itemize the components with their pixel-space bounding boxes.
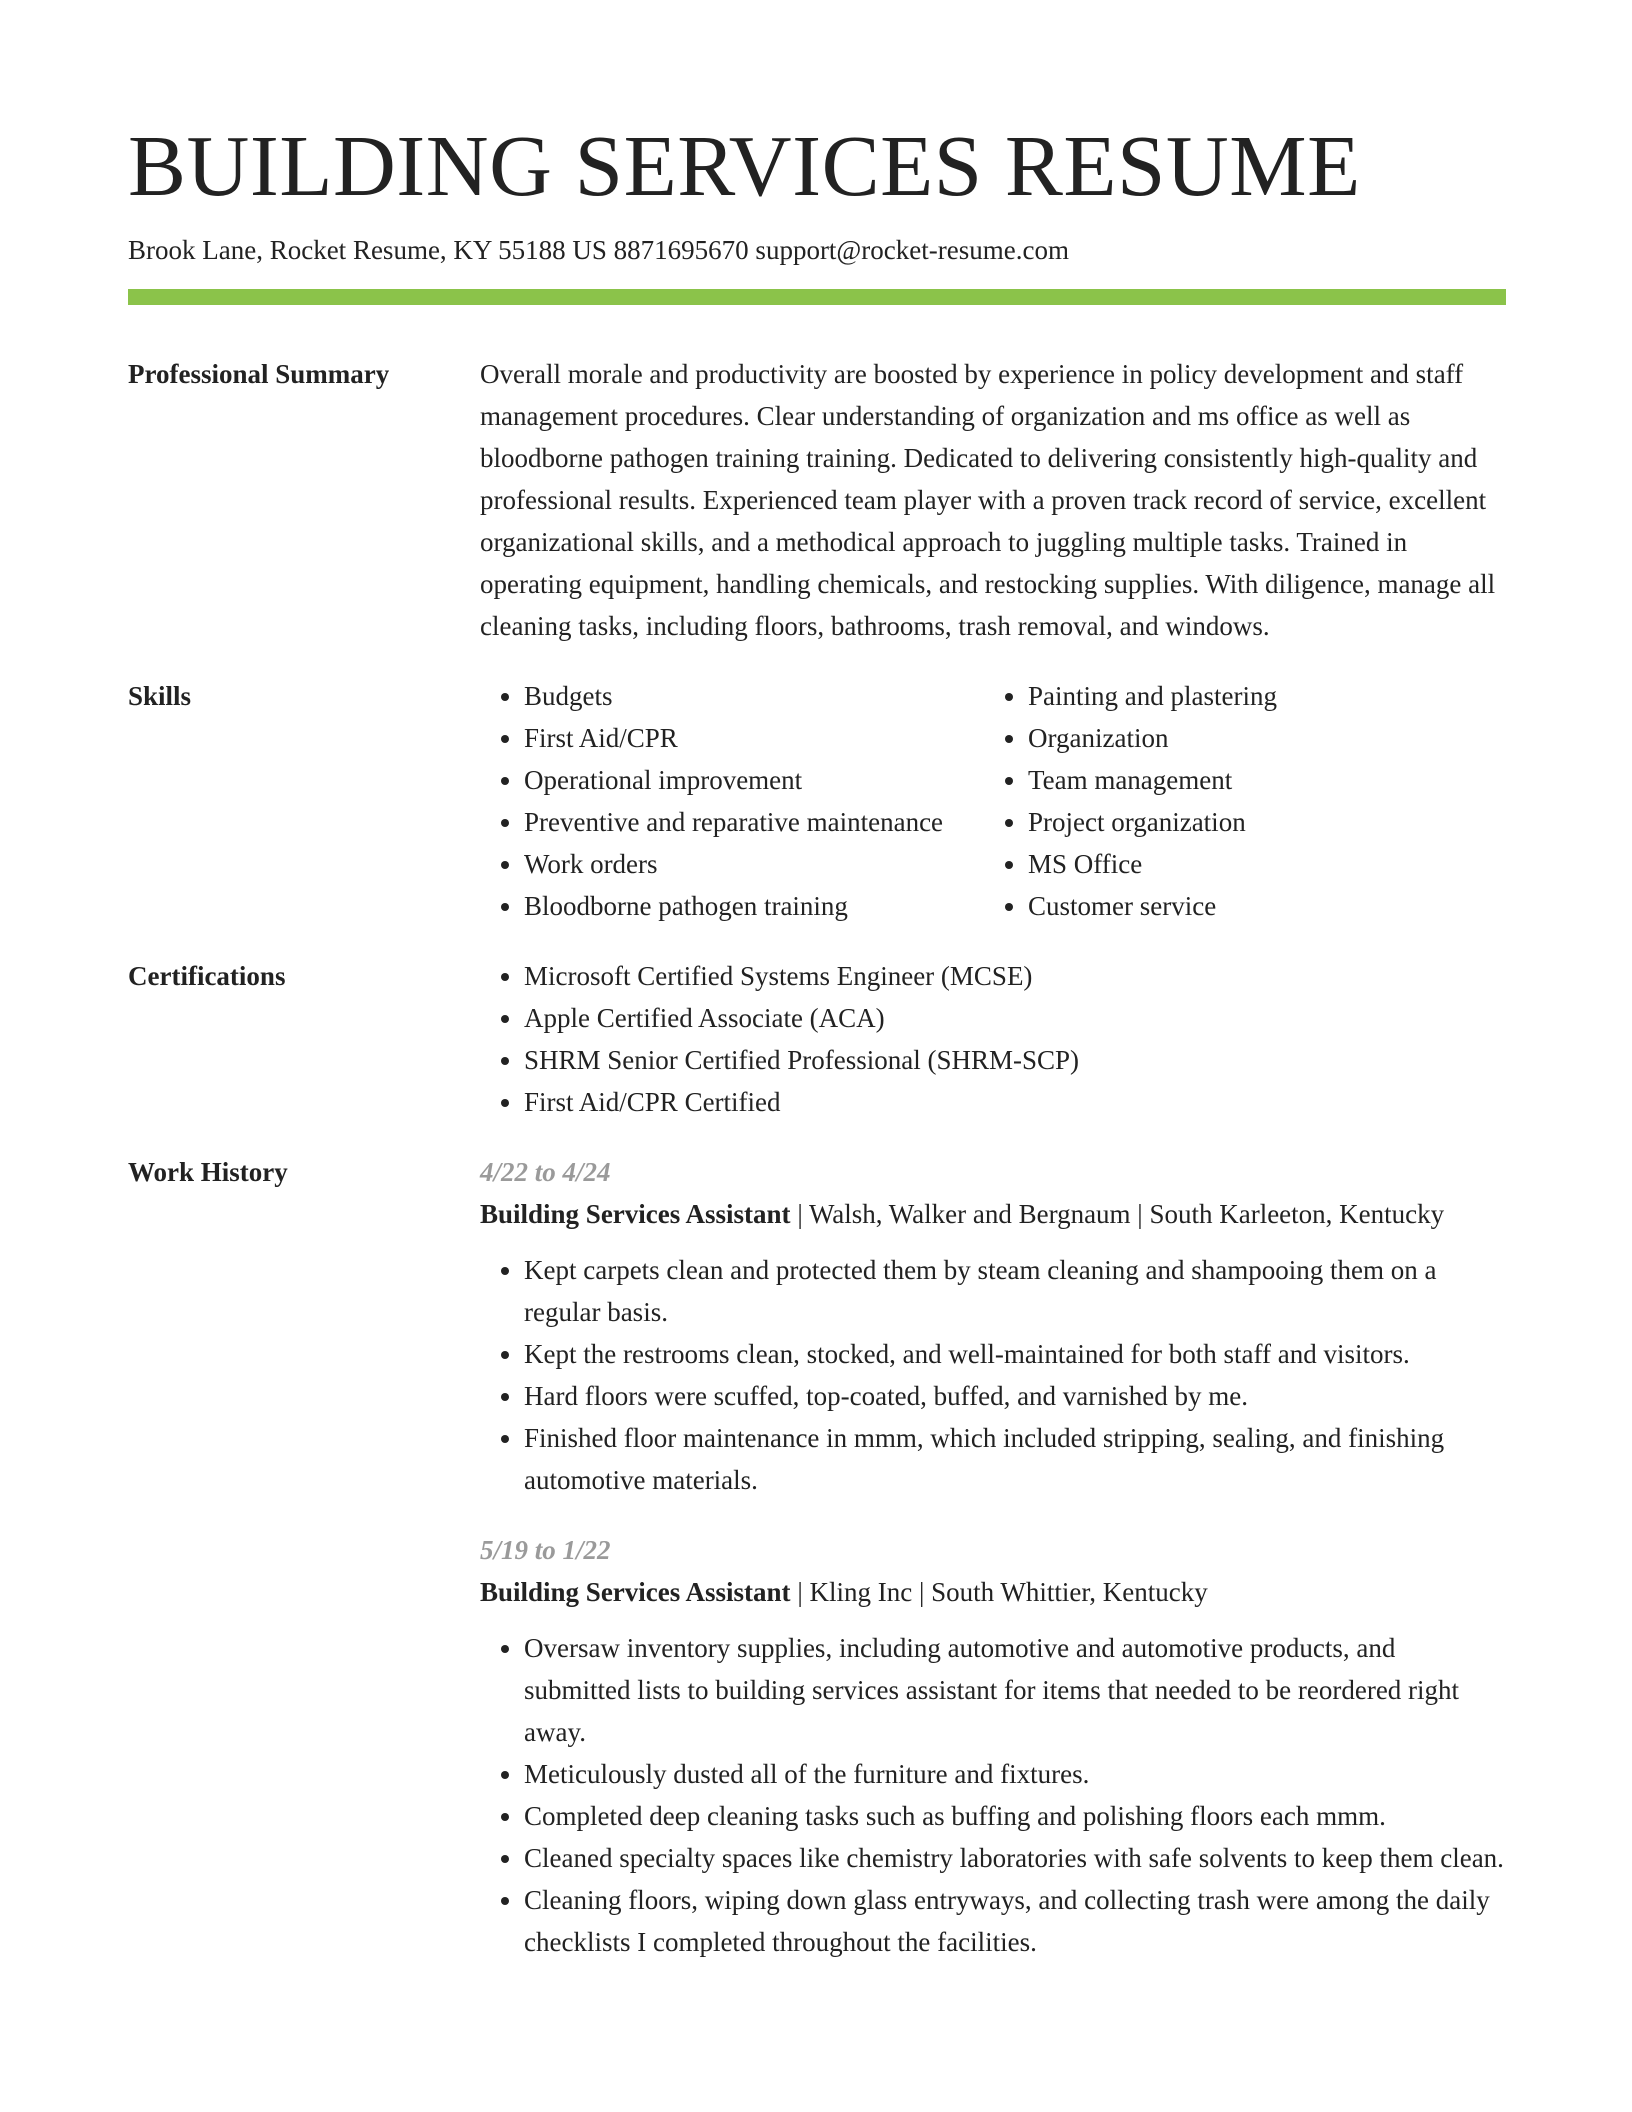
job-title: Building Services Assistant [480,1577,791,1608]
skill-item: • Team management [1028,759,1277,801]
skill-item: • First Aid/CPR [524,717,984,759]
section-title-skills: Skills [128,681,192,712]
job-bullet: • Meticulously dusted all of the furniture and fixtures. [524,1753,1506,1795]
job-details: | Walsh, Walker and Bergnaum | South Karleeton, Kentucky [790,1199,1445,1230]
resume-page [128,118,1506,1991]
job-bullet: • Oversaw inventory supplies, including automotive and automotive products, and submitted lists to building services assistant for items that needed to be reordered right away. [524,1627,1506,1753]
contact-line: Brook Lane, Rocket Resume, KY 55188 US 8871695670 support@rocket-resume.com [128,234,1069,265]
skill-item: • Operational improvement [524,759,984,801]
section-title-work-history: Work History [128,1157,288,1188]
job-heading [480,1193,1506,1235]
resume-title: BUILDING SERVICES RESUME [128,117,1361,214]
work-history-section [128,1151,1506,1991]
skills-list-col1 [480,675,984,927]
section-title-summary: Professional Summary [128,359,390,390]
job-bullet: • Kept carpets clean and protected them by steam cleaning and shampooing them on a regular basis. [524,1249,1506,1333]
job-entry [480,1529,1506,1963]
job-bullet: • Finished floor maintenance in mmm, which included stripping, sealing, and finishing automotive materials. [524,1417,1506,1501]
job-bullets [480,1249,1506,1501]
summary-text: Overall morale and productivity are boosted by experience in policy development and staff management procedures. Clear understanding of organization and ms office as well as bloodborne pathogen training training. Dedicated to delivering consistently high-quality and professional results. Experienced team player with a proven track record of service, excellent organizational skills, and a methodical approach to juggling multiple tasks. Trained in operating equipment, handling chemicals, and restocking supplies. With diligence, manage all cleaning tasks, including floors, bathrooms, trash removal, and windows. [480,359,1496,642]
skills-section [128,675,1506,927]
skill-item: • Painting and plastering [1028,675,1277,717]
summary-body [480,353,1506,647]
skill-item: • Organization [1028,717,1277,759]
job-dates: 5/19 to 1/22 [480,1535,611,1566]
skill-item: • Preventive and reparative maintenance [524,801,984,843]
job-bullet: • Kept the restrooms clean, stocked, and well-maintained for both staff and visitors. [524,1333,1506,1375]
certification-item: • SHRM Senior Certified Professional (SHRM-SCP) [524,1039,1506,1081]
skill-item: • Customer service [1028,885,1277,927]
work-history-body [480,1151,1506,1991]
job-bullet: • Hard floors were scuffed, top-coated, buffed, and varnished by me. [524,1375,1506,1417]
certifications-body [480,955,1506,1123]
certification-item: • Apple Certified Associate (ACA) [524,997,1506,1039]
skill-item: • Bloodborne pathogen training [524,885,984,927]
job-heading [480,1571,1506,1613]
job-bullet: • Cleaned specialty spaces like chemistry laboratories with safe solvents to keep them clean. [524,1837,1506,1879]
skills-list-col2 [984,675,1277,927]
job-title: Building Services Assistant [480,1199,791,1230]
summary-section [128,353,1506,647]
certifications-list [480,955,1506,1123]
skills-body [480,675,1506,927]
job-details: | Kling Inc | South Whittier, Kentucky [790,1577,1208,1608]
job-bullet: • Cleaning floors, wiping down glass entryways, and collecting trash were among the daily checklists I completed throughout the facilities. [524,1879,1506,1963]
job-bullets [480,1627,1506,1963]
section-title-certifications: Certifications [128,961,286,992]
certifications-section [128,955,1506,1123]
header-divider [128,289,1506,305]
skill-item: • MS Office [1028,843,1277,885]
certification-item: • First Aid/CPR Certified [524,1081,1506,1123]
job-bullet: • Completed deep cleaning tasks such as buffing and polishing floors each mmm. [524,1795,1506,1837]
skill-item: • Work orders [524,843,984,885]
certification-item: • Microsoft Certified Systems Engineer (MCSE) [524,955,1506,997]
job-entry [480,1151,1506,1501]
skill-item: • Budgets [524,675,984,717]
job-dates: 4/22 to 4/24 [480,1157,611,1188]
skill-item: • Project organization [1028,801,1277,843]
